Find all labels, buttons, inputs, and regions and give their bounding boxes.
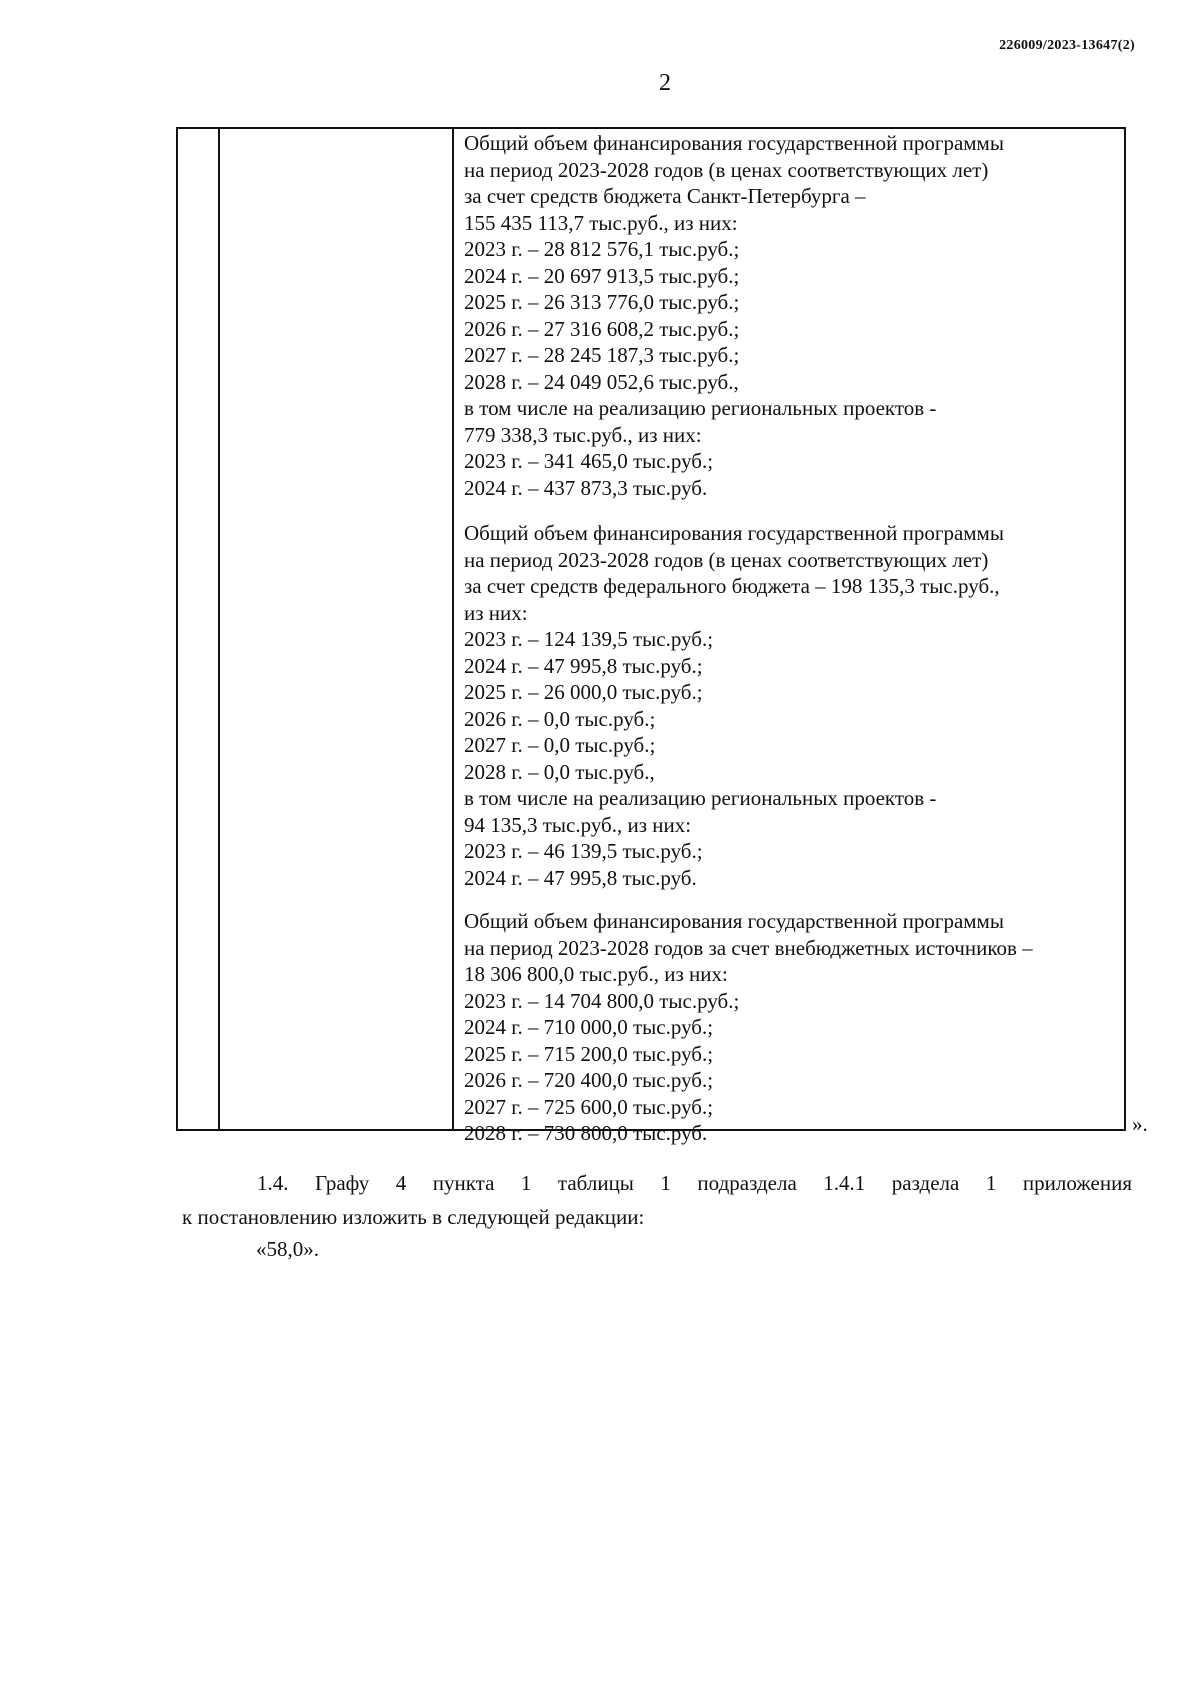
text-line: 2025 г. – 26 313 776,0 тыс.руб.; [464, 290, 740, 314]
text-line: 2027 г. – 28 245 187,3 тыс.руб.; [464, 343, 740, 367]
text-line: Общий объем финансирования государственной программы [464, 909, 1004, 933]
financing-table [176, 127, 1126, 1145]
text-line: 2024 г. – 20 697 913,5 тыс.руб.; [464, 263, 740, 288]
text-line: на период 2023-2028 годов (в ценах соответствующих лет) [464, 547, 989, 572]
text-line: на период 2023-2028 годов (в ценах соответствующих лет) [464, 157, 989, 182]
text-line: 2026 г. – 720 400,0 тыс.руб.; [464, 1068, 714, 1092]
text-line: на период 2023-2028 годов за счет внебюджетных источников – [464, 935, 1033, 960]
text-line: 2027 г. – 725 600,0 тыс.руб.; [464, 1094, 714, 1119]
text-line: 2024 г. – 47 995,8 тыс.руб. [464, 865, 697, 890]
paragraph-line-2: к постановлению изложить в следующей редакции: [182, 1205, 645, 1229]
text-line: 2026 г. – 0,0 тыс.руб.; [464, 706, 656, 731]
table-column-divider-2 [452, 129, 454, 1129]
text-line: 2023 г. – 46 139,5 тыс.руб.; [464, 839, 703, 863]
financing-cell [464, 129, 1114, 1147]
text-line: Общий объем финансирования государственной программы [464, 131, 1004, 155]
paragraph-line-1: 1.4. Графу 4 пункта 1 таблицы 1 подраздела 1.4.1 раздела 1 приложения [257, 1171, 1132, 1195]
closing-quote: ». [1132, 1112, 1148, 1136]
text-line: 2023 г. – 28 812 576,1 тыс.руб.; [464, 237, 740, 261]
text-line: в том числе на реализацию региональных проектов - [464, 396, 937, 420]
new-value-text: «58,0». [256, 1237, 319, 1261]
block-extra-budgetary [464, 891, 1114, 1147]
text-line: 2023 г. – 341 465,0 тыс.руб.; [464, 449, 714, 473]
text-line: 2027 г. – 0,0 тыс.руб.; [464, 733, 656, 757]
text-line: за счет средств бюджета Санкт-Петербурга – [464, 184, 866, 208]
text-line: 779 338,3 тыс.руб., из них: [464, 422, 702, 447]
text-line: Общий объем финансирования государственной программы [464, 521, 1004, 545]
text-line: 155 435 113,7 тыс.руб., из них: [464, 210, 738, 235]
text-line: 2025 г. – 26 000,0 тыс.руб.; [464, 680, 703, 704]
text-line: 2024 г. – 710 000,0 тыс.руб.; [464, 1015, 714, 1039]
text-line: 2026 г. – 27 316 608,2 тыс.руб.; [464, 316, 740, 341]
text-line: из них: [464, 600, 528, 625]
text-line: за счет средств федерального бюджета – 198 135,3 тыс.руб., [464, 574, 1000, 598]
block-city-budget [464, 129, 1114, 501]
text-line: в том числе на реализацию региональных проектов - [464, 786, 937, 810]
document-id: 226009/2023-13647(2) [999, 38, 1135, 53]
text-line: 2023 г. – 14 704 800,0 тыс.руб.; [464, 988, 740, 1013]
text-line: 2028 г. – 0,0 тыс.руб., [464, 759, 655, 784]
text-line: 2028 г. – 730 800,0 тыс.руб. [464, 1121, 708, 1145]
text-line: 2028 г. – 24 049 052,6 тыс.руб., [464, 369, 739, 394]
block-federal-budget [464, 501, 1114, 891]
text-line: 18 306 800,0 тыс.руб., из них: [464, 962, 728, 986]
text-line: 2023 г. – 124 139,5 тыс.руб.; [464, 627, 714, 651]
text-line: 2025 г. – 715 200,0 тыс.руб.; [464, 1041, 714, 1066]
text-line: 2024 г. – 47 995,8 тыс.руб.; [464, 653, 703, 678]
paragraph-1-4 [182, 1166, 1132, 1234]
text-line: 94 135,3 тыс.руб., из них: [464, 812, 692, 837]
table-column-divider-1 [218, 129, 220, 1129]
text-line: 2024 г. – 437 873,3 тыс.руб. [464, 475, 708, 500]
page-number: 2 [659, 70, 671, 96]
